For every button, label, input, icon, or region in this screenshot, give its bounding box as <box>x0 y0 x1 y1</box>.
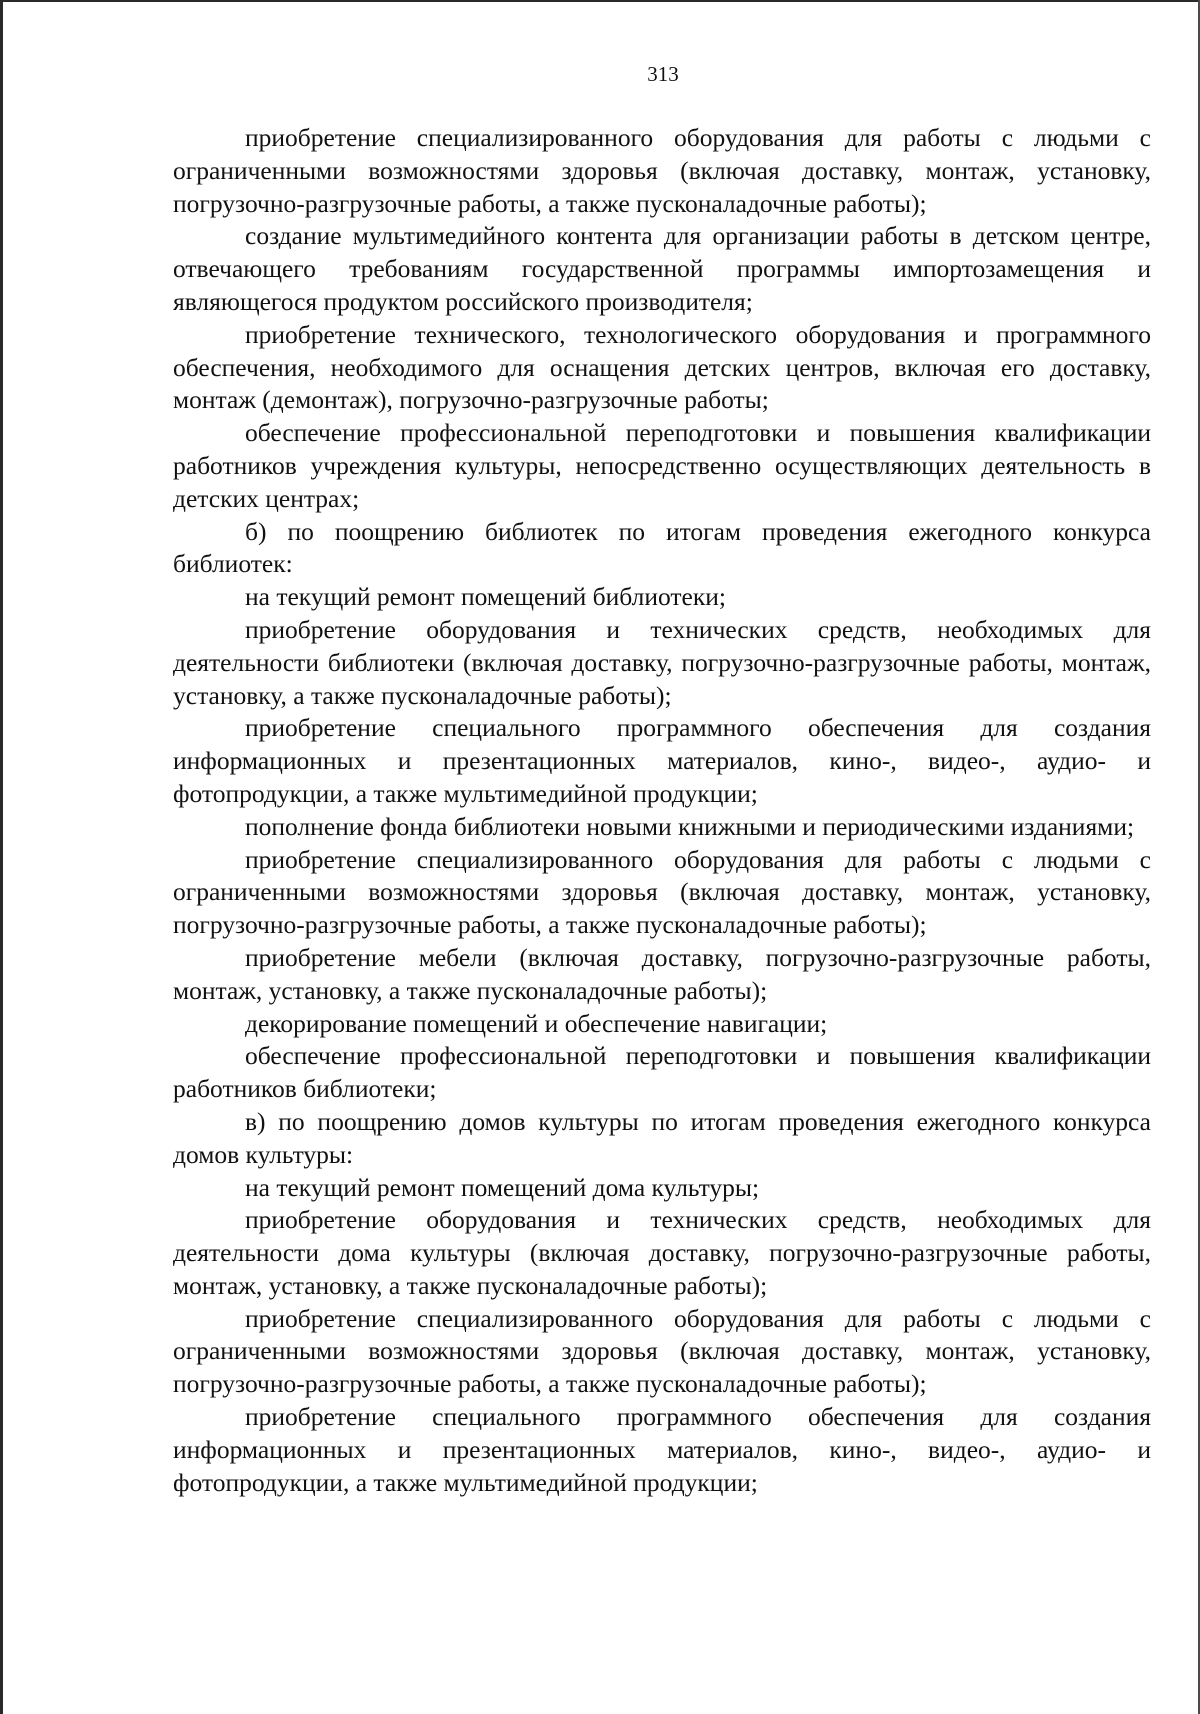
list-item-paragraph: обеспечение профессиональной переподготовки и повышения квалификации работников учреждения культуры, непосредственно осуществляющих деятельность в детских центрах; <box>173 418 1151 513</box>
list-item-paragraph: обеспечение профессиональной переподготовки и повышения квалификации работников библиотеки; <box>173 1041 1151 1104</box>
list-item-paragraph: пополнение фонда библиотеки новыми книжными и периодическими изданиями; <box>245 811 1135 841</box>
list-item-paragraph: приобретение специализированного оборудования для работы с людьми с ограниченными возможностями здоровья (включая доставку, монтаж, установку, погрузочно-разгрузочные работы, а также пусконаладочные работы); <box>173 844 1151 940</box>
list-item-paragraph: приобретение специального программного обеспечения для создания информационных и презентационных материалов, кино-, видео-, аудио- и фотопродукции, а также мультимедийной продукции; <box>173 713 1151 808</box>
list-item-paragraph: декорирование помещений и обеспечение навигации; <box>245 1008 828 1038</box>
list-item-paragraph: приобретение специализированного оборудования для работы с людьми с ограниченными возможностями здоровья (включая доставку, монтаж, установку, погрузочно-разгрузочные работы, а также пусконаладочные работы); <box>173 1303 1151 1399</box>
list-item-paragraph: приобретение специализированного оборудования для работы с людьми с ограниченными возможностями здоровья (включая доставку, монтаж, установку, погрузочно-разгрузочные работы, а также пусконаладочные работы); <box>173 123 1151 218</box>
list-item-paragraph: на текущий ремонт помещений дома культуры; <box>245 1172 760 1202</box>
scan-border-top <box>0 0 1200 2</box>
list-item-paragraph: приобретение оборудования и технических средств, необходимых для деятельности дома культуры (включая доставку, погрузочно-разгрузочные работы, монтаж, установку, а также пусконаладочные работы); <box>173 1205 1151 1300</box>
section-heading-paragraph: в) по поощрению домов культуры по итогам проведения ежегодного конкурса домов культуры: <box>173 1106 1151 1169</box>
list-item-paragraph: приобретение мебели (включая доставку, погрузочно-разгрузочные работы, монтаж, установку, а также пусконаладочные работы); <box>173 942 1151 1005</box>
list-item-paragraph: приобретение специального программного обеспечения для создания информационных и презентационных материалов, кино-, видео-, аудио- и фотопродукции, а также мультимедийной продукции; <box>173 1402 1151 1497</box>
list-item-paragraph: на текущий ремонт помещений библиотеки; <box>245 582 726 612</box>
page-number: 313 <box>647 62 679 86</box>
list-item-paragraph: приобретение оборудования и технических средств, необходимых для деятельности библиотеки (включая доставку, погрузочно-разгрузочные работы, монтаж, установку, а также пусконаладочные работы); <box>173 614 1151 710</box>
document-body <box>173 122 1151 1499</box>
list-item-paragraph: приобретение технического, технологического оборудования и программного обеспечения, необходимого для оснащения детских центров, включая его доставку, монтаж (демонтаж), погрузочно-разгрузочные работы; <box>173 319 1151 415</box>
scan-border-left <box>0 0 3 1714</box>
section-heading-paragraph: б) по поощрению библиотек по итогам проведения ежегодного конкурса библиотек: <box>173 516 1151 579</box>
list-item-paragraph: создание мультимедийного контента для организации работы в детском центре, отвечающего требованиям государственной программы импортозамещения и являющегося продуктом российского производителя; <box>173 221 1151 316</box>
